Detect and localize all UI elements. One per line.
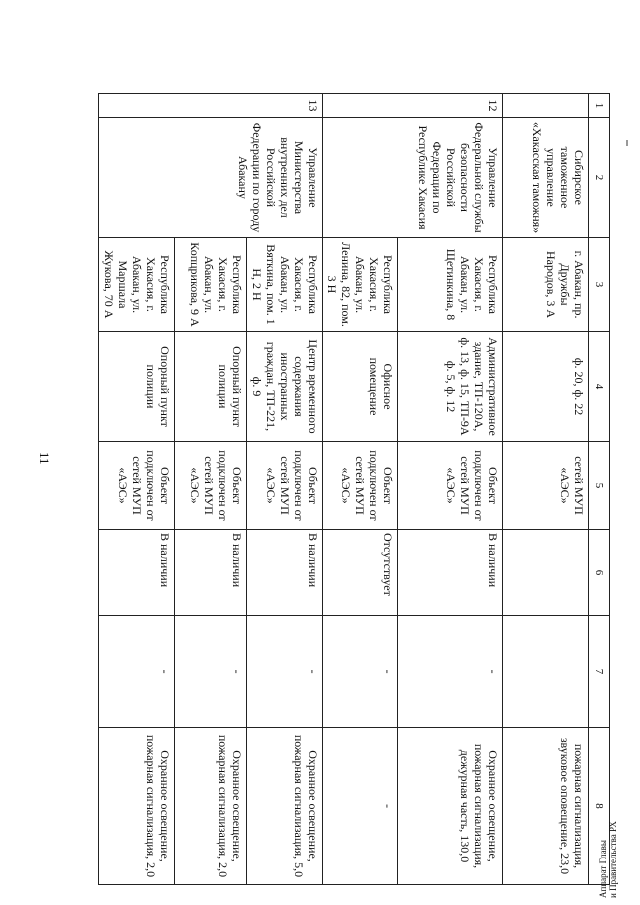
backup-cell [503,530,589,616]
facilities-table [98,93,610,885]
header-cell: 3 [589,238,610,332]
header-cell: 1 [589,94,610,118]
footer-line: Аппарат Главы [598,840,608,898]
page-number: 11 [37,452,52,465]
row-number [503,94,589,118]
object-cell: Офисное помещение [323,332,398,442]
table-row [398,94,503,885]
table-row [503,94,589,885]
consumers-cell: Охранное освещение, пожарная сигнализация, 2,0 [99,728,175,885]
organization-cell: Сибирское таможенное управление «Хакасская таможня» [503,118,589,238]
backup-cell: В наличии [247,530,323,616]
address-cell: Республика Хакасия, г. Абакан, ул. Щетинкина, 8 [398,238,503,332]
address-cell: Республика Хакасия, г. Абакан, ул. Копцрикова, 9 А [175,238,247,332]
consumers-cell: Охранное освещение, пожарная сигнализация, 5,0 [247,728,323,885]
header-cell: 2 [589,118,610,238]
power-source-cell: сетей МУП «АЭС» [503,442,589,530]
backup-cell: В наличии [175,530,247,616]
consumers-cell: - [323,728,398,885]
object-cell: ф. 20, ф. 22 [503,332,589,442]
object-cell: Опорный пункт полиции [175,332,247,442]
power-source-cell: Объект подключен от сетей МУП «АЭС» [175,442,247,530]
row-number: 13 [99,94,323,118]
power-source-cell: Объект подключен от сетей МУП «АЭС» [323,442,398,530]
backup-cell: В наличии [398,530,503,616]
object-cell: Административное здание, ТП-120А, ф. 13, ф. 15, ТП-9А ф. 5, ф. 12 [398,332,503,442]
footer-stamp [598,821,618,898]
consumers-cell: пожарная сигнализация, звуковое оповещение, 23,0 [503,728,589,885]
backup-cell: В наличии [99,530,175,616]
address-cell: Республика Хакасия, г. Абакан, ул. Вяткина, пом. 1 Н, 2 Н [247,238,323,332]
address-cell: Республика Хакасия, г. Абакан, ул. Маршала Жукова, 70 А [99,238,175,332]
object-cell: Центр временного содержания иностранных граждан, ТП-221, ф. 9 [247,332,323,442]
header-cell: 5 [589,442,610,530]
consumers-cell: Охранное освещение, пожарная сигнализация, дежурная часть, 130,0 [398,728,503,885]
row-number: 12 [323,94,503,118]
header-cell: 7 [589,616,610,728]
col7-cell: - [99,616,175,728]
col7-cell: - [175,616,247,728]
header-cell: 4 [589,332,610,442]
object-cell: Опорный пункт полиции [99,332,175,442]
margin-mark [626,140,628,146]
address-cell: Республика Хакасия, г. Абакан, ул. Ленина, 82, пом. 3 Н [323,238,398,332]
col7-cell: - [247,616,323,728]
backup-cell: Отсутствует [323,530,398,616]
power-source-cell: Объект подключен от сетей МУП «АЭС» [247,442,323,530]
address-cell: г. Абакан, пр. Дружбы Народов, 3 А [503,238,589,332]
col7-cell [503,616,589,728]
table-row [247,94,323,885]
power-source-cell: Объект подключен от сетей МУП «АЭС» [398,442,503,530]
organization-cell: Управление Федеральной службы безопасности Российской Федерации по Республике Хакасия [323,118,503,238]
col7-cell: - [398,616,503,728]
footer-line: и Правительства РХ [608,821,618,898]
table-container [102,93,610,884]
power-source-cell: Объект подключен от сетей МУП «АЭС» [99,442,175,530]
consumers-cell: Охранное освещение, пожарная сигнализация, 2,0 [175,728,247,885]
header-row [589,94,610,885]
organization-cell: Управление Министерства внутренних дел Российской Федерации по городу Абакану [99,118,323,238]
col7-cell: - [323,616,398,728]
header-cell: 8 [589,728,610,885]
header-cell: 6 [589,530,610,616]
